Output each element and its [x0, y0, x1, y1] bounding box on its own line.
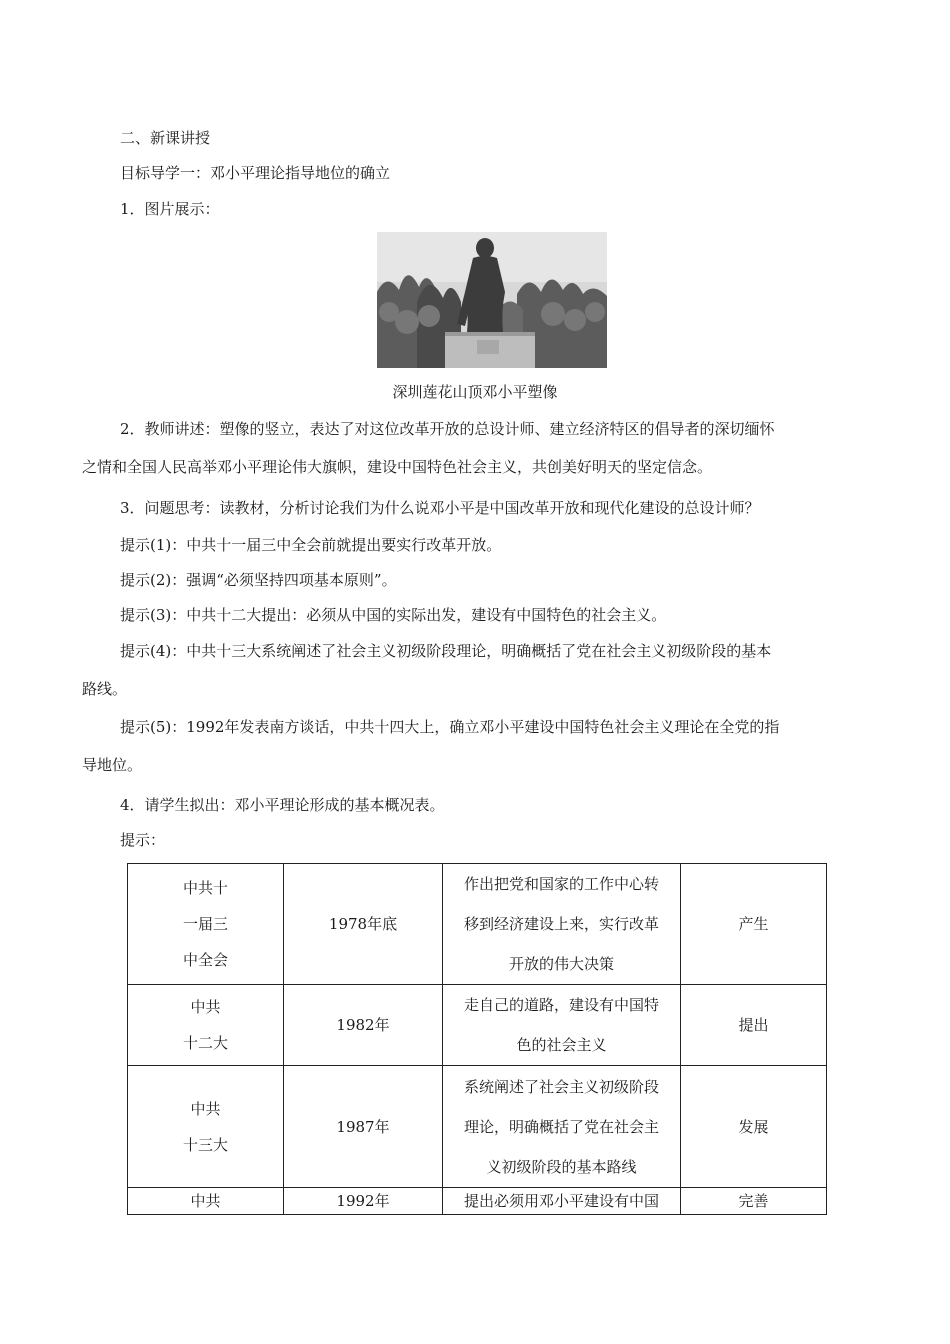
item-1-picture-display: 1．图片展示： — [120, 200, 220, 218]
item-2-continuation: 之情和全国人民高举邓小平理论伟大旗帜，建设中国特色社会主义，共创美好明天的坚定信念。 — [82, 458, 713, 476]
hint-1: 提示(1)：中共十一届三中全会前就提出要实行改革开放。 — [120, 536, 502, 554]
hint-5-first-line: 提示(5)：1992年发表南方谈话，中共十四大上，确立邓小平建设中国特色社会主义理论在全党的指 — [120, 718, 780, 736]
meeting-cell: 中共十 一届三 中全会 — [128, 864, 284, 985]
hint-3: 提示(3)：中共十二大提出：必须从中国的实际出发，建设有中国特色的社会主义。 — [120, 606, 667, 624]
stage-cell: 提出 — [681, 985, 827, 1066]
hint-5 — [82, 717, 865, 775]
content-cell: 提出必须用邓小平建设有中国 — [443, 1188, 681, 1215]
hint-4-first-line: 提示(4)：中共十三大系统阐述了社会主义初级阶段理论，明确概括了党在社会主义初级阶段的基本 — [120, 642, 772, 660]
stage-cell: 完善 — [681, 1188, 827, 1215]
item-2-first-line: 2．教师讲述：塑像的竖立，表达了对这位改革开放的总设计师、建立经济特区的倡导者的深切缅怀 — [120, 420, 775, 438]
hint-4-continuation: 路线。 — [82, 680, 128, 698]
meeting-cell: 中共 十三大 — [128, 1066, 284, 1188]
hint-5-continuation: 导地位。 — [82, 756, 143, 774]
deng-xiaoping-statue-photo — [377, 232, 607, 368]
item-2-teacher-narration — [82, 419, 865, 477]
table-row — [128, 1066, 827, 1188]
time-cell: 1978年底 — [284, 864, 443, 985]
hint-4 — [82, 641, 865, 699]
item-3-question: 3．问题思考：读教材，分析讨论我们为什么说邓小平是中国改革开放和现代化建设的总设计师？ — [120, 499, 760, 517]
meeting-cell: 中共 — [128, 1188, 284, 1215]
content-cell: 系统阐述了社会主义初级阶段 理论，明确概括了党在社会主 义初级阶段的基本路线 — [443, 1066, 681, 1188]
time-cell: 1987年 — [284, 1066, 443, 1188]
meeting-cell: 中共 十二大 — [128, 985, 284, 1066]
table-row — [128, 985, 827, 1066]
time-cell: 1982年 — [284, 985, 443, 1066]
hint-label: 提示： — [120, 831, 166, 849]
stage-cell: 产生 — [681, 864, 827, 985]
goal-title: 目标导学一：邓小平理论指导地位的确立 — [120, 164, 391, 182]
item-4-task: 4．请学生拟出：邓小平理论形成的基本概况表。 — [120, 796, 445, 814]
stage-cell: 发展 — [681, 1066, 827, 1188]
table-row — [128, 1188, 827, 1215]
hint-2: 提示(2)：强调“必须坚持四项基本原则”。 — [120, 571, 397, 589]
photo-caption: 深圳莲花山顶邓小平塑像 — [392, 383, 558, 401]
section-title: 二、新课讲授 — [120, 129, 211, 147]
deng-theory-summary-table — [127, 863, 827, 1215]
time-cell: 1992年 — [284, 1188, 443, 1215]
content-cell: 走自己的道路，建设有中国特 色的社会主义 — [443, 985, 681, 1066]
statue-photo-graphic — [377, 232, 607, 368]
table-row — [128, 864, 827, 985]
content-cell: 作出把党和国家的工作中心转 移到经济建设上来，实行改革 开放的伟大决策 — [443, 864, 681, 985]
